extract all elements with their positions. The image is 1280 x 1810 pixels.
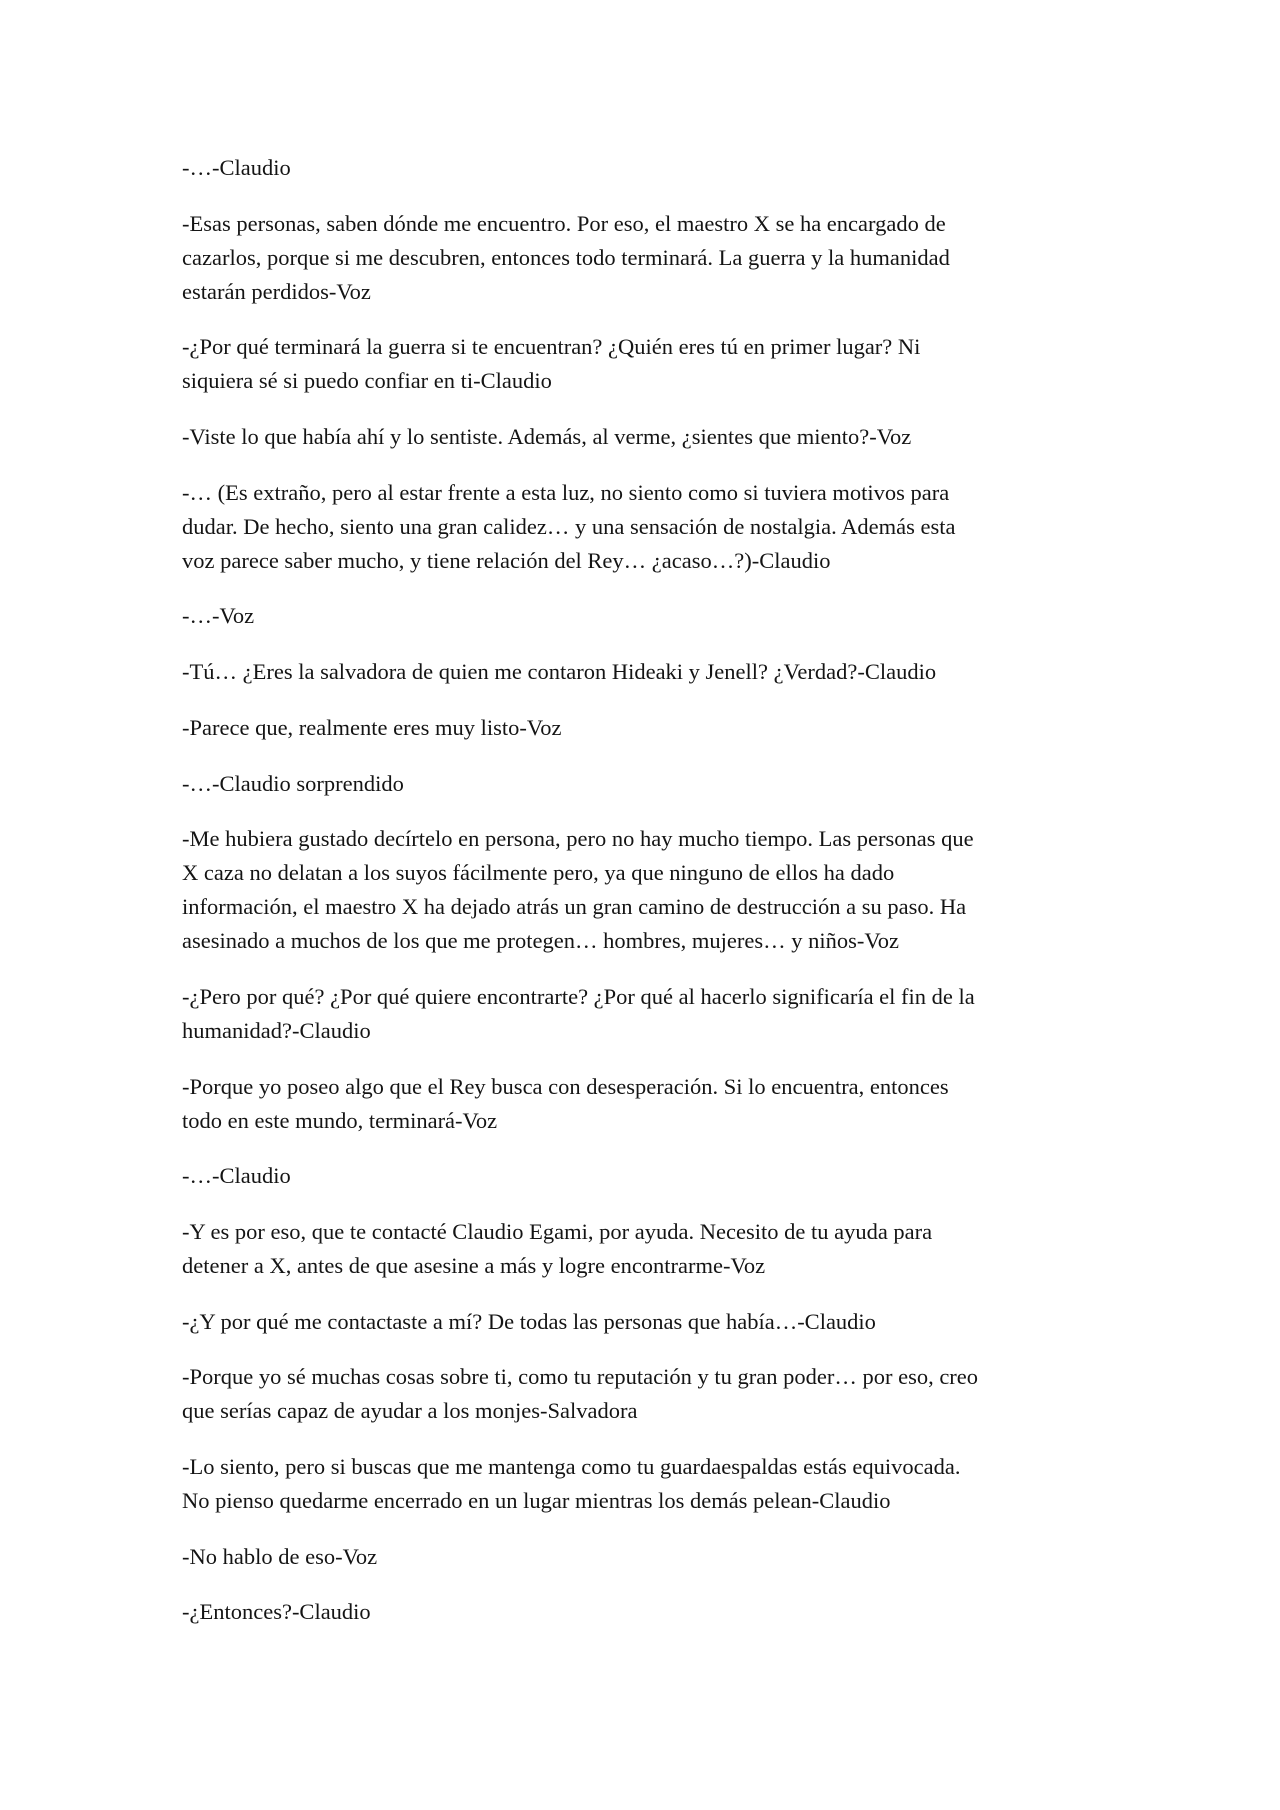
text-line: -Me hubiera gustado decírtelo en persona, pero no hay mucho tiempo. Las personas que	[182, 826, 974, 852]
dialogue-paragraph	[182, 655, 1122, 689]
text-line: -Porque yo sé muchas cosas sobre ti, como tu reputación y tu gran poder… por eso, creo	[182, 1364, 979, 1390]
text-line: -Esas personas, saben dónde me encuentro. Por eso, el maestro X se ha encargado de	[182, 210, 946, 236]
text-line: siquiera sé si puedo confiar en ti-Claudio	[182, 368, 552, 394]
text-line: -…-Claudio	[182, 1163, 291, 1189]
text-line: -¿Entonces?-Claudio	[182, 1599, 371, 1625]
dialogue-paragraph	[182, 822, 1122, 958]
document-page	[182, 151, 1122, 1651]
text-line: -… (Es extraño, pero al estar frente a esta luz, no siento como si tuviera motivos para	[182, 479, 950, 505]
dialogue-paragraph	[182, 1540, 1122, 1574]
text-line: cazarlos, porque si me descubren, entonces todo terminará. La guerra y la humanidad	[182, 244, 950, 270]
text-line: -Y es por eso, que te contacté Claudio Egami, por ayuda. Necesito de tu ayuda para	[182, 1218, 933, 1244]
text-line: información, el maestro X ha dejado atrás un gran camino de destrucción a su paso. Ha	[182, 894, 967, 920]
dialogue-paragraph	[182, 1595, 1122, 1629]
text-line: estarán perdidos-Voz	[182, 278, 371, 304]
text-line: -Viste lo que había ahí y lo sentiste. Además, al verme, ¿sientes que miento?-Voz	[182, 424, 912, 450]
dialogue-paragraph	[182, 1070, 1122, 1138]
dialogue-paragraph	[182, 1450, 1122, 1518]
dialogue-paragraph	[182, 420, 1122, 454]
dialogue-paragraph	[182, 207, 1122, 309]
dialogue-paragraph	[182, 476, 1122, 578]
text-line: -Porque yo poseo algo que el Rey busca con desesperación. Si lo encuentra, entonces	[182, 1073, 949, 1099]
text-line: -¿Por qué terminará la guerra si te encuentran? ¿Quién eres tú en primer lugar? Ni	[182, 334, 921, 360]
text-line: dudar. De hecho, siento una gran calidez… y una sensación de nostalgia. Además esta	[182, 513, 956, 539]
text-line: que serías capaz de ayudar a los monjes-Salvadora	[182, 1398, 638, 1424]
text-line: -¿Y por qué me contactaste a mí? De todas las personas que había…-Claudio	[182, 1308, 876, 1334]
text-line: todo en este mundo, terminará-Voz	[182, 1107, 498, 1133]
text-line: -…-Claudio	[182, 155, 291, 180]
text-line: X caza no delatan a los suyos fácilmente pero, ya que ninguno de ellos ha dado	[182, 860, 895, 886]
text-line: detener a X, antes de que asesine a más y logre encontrarme-Voz	[182, 1252, 766, 1278]
text-line: -No hablo de eso-Voz	[182, 1543, 378, 1569]
text-line: -…-Voz	[182, 603, 255, 629]
dialogue-paragraph	[182, 767, 1122, 801]
dialogue-paragraph	[182, 1305, 1122, 1339]
dialogue-paragraph	[182, 1215, 1122, 1283]
dialogue-paragraph	[182, 330, 1122, 398]
text-line: -Parece que, realmente eres muy listo-Voz	[182, 714, 562, 740]
dialogue-paragraph	[182, 1159, 1122, 1193]
text-line: -¿Pero por qué? ¿Por qué quiere encontrarte? ¿Por qué al hacerlo significaría el fin de la	[182, 983, 975, 1009]
dialogue-paragraph	[182, 1360, 1122, 1428]
text-line: -Lo siento, pero si buscas que me mantenga como tu guardaespaldas estás equivocada.	[182, 1454, 961, 1479]
text-line: asesinado a muchos de los que me protegen… hombres, mujeres… y niños-Voz	[182, 928, 899, 954]
text-line: humanidad?-Claudio	[182, 1017, 371, 1043]
dialogue-paragraph	[182, 980, 1122, 1048]
dialogue-paragraph	[182, 151, 1122, 185]
text-line: voz parece saber mucho, y tiene relación del Rey… ¿acaso…?)-Claudio	[182, 547, 831, 573]
text-line: -…-Claudio sorprendido	[182, 770, 404, 796]
dialogue-paragraph	[182, 599, 1122, 633]
text-line: No pienso quedarme encerrado en un lugar mientras los demás pelean-Claudio	[182, 1488, 891, 1513]
dialogue-paragraph	[182, 711, 1122, 745]
text-line: -Tú… ¿Eres la salvadora de quien me contaron Hideaki y Jenell? ¿Verdad?-Claudio	[182, 659, 937, 685]
